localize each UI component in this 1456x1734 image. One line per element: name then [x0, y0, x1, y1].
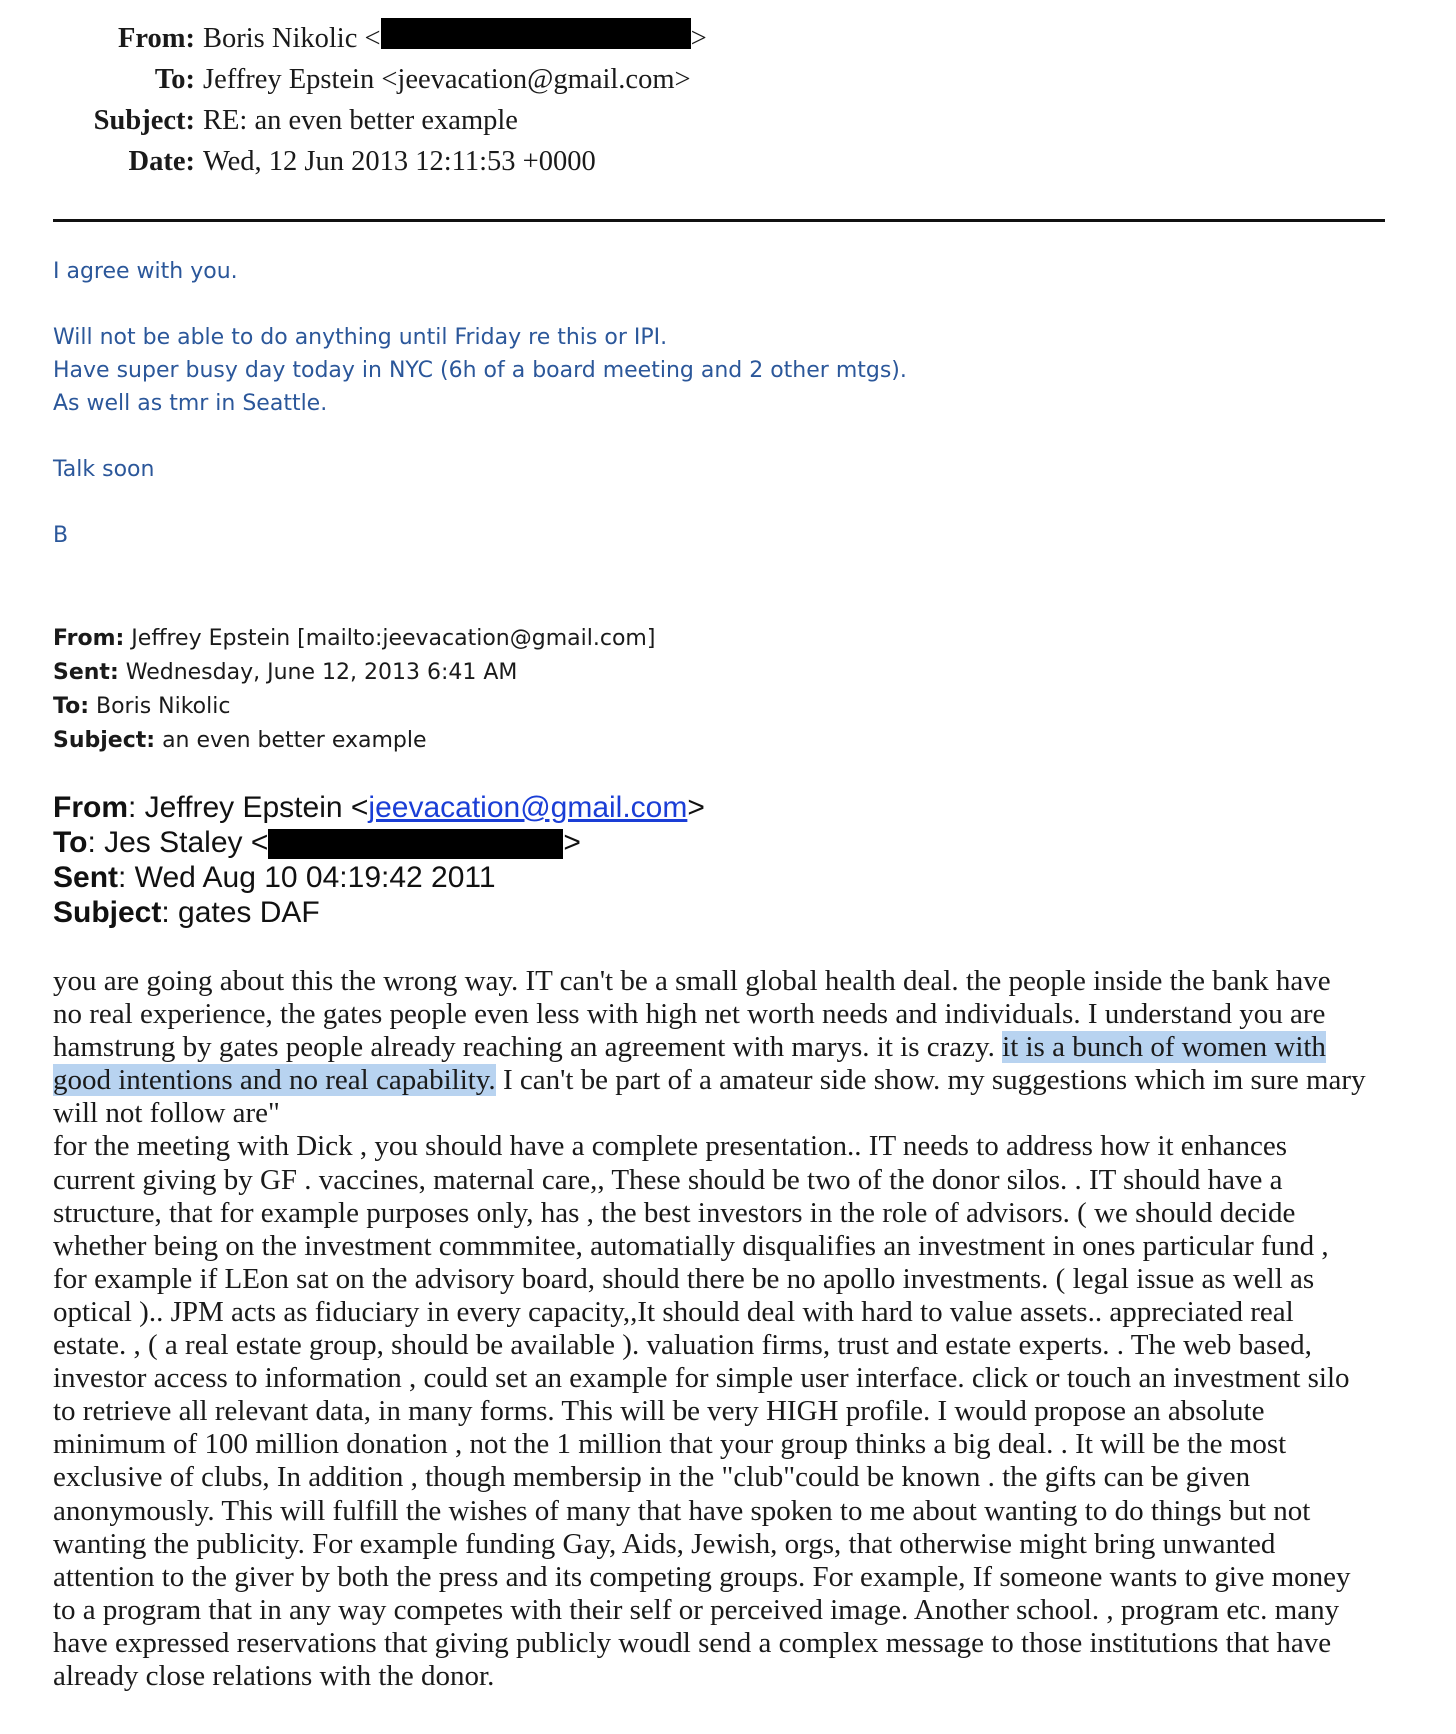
highlighted-text: it is a bunch of women with — [1002, 1031, 1326, 1064]
from-close: > — [690, 23, 707, 54]
fwd-from-label: From: — [53, 626, 125, 651]
fwd-from-row — [53, 622, 1053, 656]
body-text: I can't be part of a amateur side show. my suggestions which im sure mary — [495, 1064, 1366, 1097]
fwd-sent-row — [53, 656, 1053, 690]
forwarded-header — [53, 622, 1053, 758]
body-text: hamstrung by gates people already reaching an agreement with marys. it is crazy. — [53, 1031, 1003, 1064]
from-value: Boris Nikolic < — [203, 23, 381, 54]
reply-line: Have super busy day today in NYC (6h of a board meeting and 2 other mtgs). — [53, 358, 907, 383]
orig-from-row — [53, 790, 1053, 825]
body-line: investor access to information , could set an example for simple user interface. click or touch an investment silo — [53, 1362, 1350, 1395]
top-date-row — [60, 141, 760, 182]
subject-value: RE: an even better example — [203, 105, 518, 136]
body-line: already close relations with the donor. — [53, 1659, 495, 1692]
from-label: From: — [117, 23, 195, 54]
to-value: Jeffrey Epstein <jeevacation@gmail.com> — [203, 64, 691, 95]
body-line — [53, 1064, 1398, 1097]
to-label: To: — [154, 64, 195, 95]
orig-from-suffix: > — [687, 791, 705, 824]
body-line: have expressed reservations that giving publicly woudl send a complex message to those institutions that have — [53, 1626, 1332, 1659]
body-line: estate. , ( a real estate group, should be available ). valuation firms, trust and estate experts. . The web based, — [53, 1329, 1312, 1362]
orig-sent-label: Sent — [53, 861, 119, 894]
orig-subject-row — [53, 895, 1053, 930]
body-line: to a program that in any way competes with their self or perceived image. Another school. , program etc. many — [53, 1593, 1340, 1626]
fwd-to-label: To: — [53, 694, 89, 719]
fwd-subject-label: Subject: — [53, 728, 156, 753]
orig-from-label: From — [53, 791, 128, 824]
body-line: to retrieve all relevant data, in many forms. This will be very HIGH profile. I would propose an absolute — [53, 1395, 1265, 1428]
body-line: for example if LEon sat on the advisory board, should there be no apollo investments. ( legal issue as well as — [53, 1262, 1315, 1295]
redaction-box — [268, 829, 563, 859]
orig-sent-row — [53, 860, 1053, 895]
fwd-sent-value: Wednesday, June 12, 2013 6:41 AM — [118, 660, 518, 685]
fwd-sent-label: Sent: — [53, 660, 119, 685]
reply-line: I agree with you. — [53, 259, 238, 284]
body-line: you are going about this the wrong way. IT can't be a small global health deal. the people inside the bank have — [53, 965, 1331, 997]
body-line: for the meeting with Dick , you should have a complete presentation.. IT needs to address how it enhances — [53, 1130, 1288, 1163]
fwd-to-row — [53, 690, 1053, 724]
top-email-header — [60, 18, 760, 182]
reply-line: Talk soon — [53, 457, 155, 482]
body-line: no real experience, the gates people even less with high net worth needs and individuals. I understand you are — [53, 998, 1326, 1031]
header-divider — [53, 219, 1385, 222]
reply-line: As well as tmr in Seattle. — [53, 391, 328, 416]
reply-line: Will not be able to do anything until Friday re this or IPI. — [53, 325, 668, 350]
fwd-subject-value: an even better example — [155, 728, 427, 753]
orig-to-label: To — [53, 826, 88, 859]
highlighted-text: good intentions and no real capability. — [53, 1064, 496, 1097]
body-line: anonymously. This will fulfill the wishes of many that have spoken to me about wanting to do things but not — [53, 1494, 1311, 1527]
top-subject-row — [60, 100, 760, 141]
reply-signature: B — [53, 523, 69, 548]
email-body — [53, 965, 1398, 1693]
top-to-row — [60, 59, 760, 100]
redaction-box — [381, 18, 691, 49]
orig-subject-label: Subject — [53, 896, 162, 929]
orig-subject-value: : gates DAF — [161, 896, 320, 929]
date-value: Wed, 12 Jun 2013 12:11:53 +0000 — [203, 146, 596, 177]
body-line: minimum of 100 million donation , not the 1 million that your group thinks a big deal. . It will be the most — [53, 1428, 1287, 1461]
fwd-to-value: Boris Nikolic — [89, 694, 231, 719]
original-email-header — [53, 790, 1053, 930]
orig-to-row — [53, 825, 1053, 860]
reply-message — [53, 255, 1153, 552]
body-line: will not follow are" — [53, 1097, 280, 1130]
orig-from-prefix: : Jeffrey Epstein < — [128, 791, 369, 824]
body-line: attention to the giver by both the press and its competing groups. For example, If someone wants to give money — [53, 1560, 1351, 1593]
fwd-from-value: Jeffrey Epstein [mailto:jeevacation@gmail.com] — [124, 626, 656, 651]
orig-sent-value: : Wed Aug 10 04:19:42 2011 — [118, 861, 496, 894]
date-label: Date: — [128, 146, 195, 177]
body-line: wanting the publicity. For example funding Gay, Aids, Jewish, orgs, that otherwise might bring unwanted — [53, 1527, 1276, 1560]
fwd-subject-row — [53, 724, 1053, 758]
body-line: whether being on the investment commmitee, automatially disqualifies an investment in ones particular fund , — [53, 1229, 1329, 1262]
subject-label: Subject: — [93, 105, 195, 136]
body-line — [53, 1031, 1398, 1064]
orig-to-suffix: > — [563, 826, 581, 859]
body-line: structure, that for example purposes only, has , the best investors in the role of advisors. ( we should decide — [53, 1196, 1296, 1229]
body-line: current giving by GF . vaccines, maternal care,, These should be two of the donor silos. . IT should have a — [53, 1163, 1283, 1196]
top-from-row — [60, 18, 760, 59]
body-line: optical ).. JPM acts as fiduciary in every capacity,,It should deal with hard to value assets.. appreciated real — [53, 1295, 1294, 1328]
body-line: exclusive of clubs, In addition , though membersip in the "club"could be known . the gifts can be given — [53, 1461, 1251, 1494]
orig-to-prefix: : Jes Staley < — [87, 826, 269, 859]
orig-from-email-link[interactable]: jeevacation@gmail.com — [368, 791, 688, 824]
